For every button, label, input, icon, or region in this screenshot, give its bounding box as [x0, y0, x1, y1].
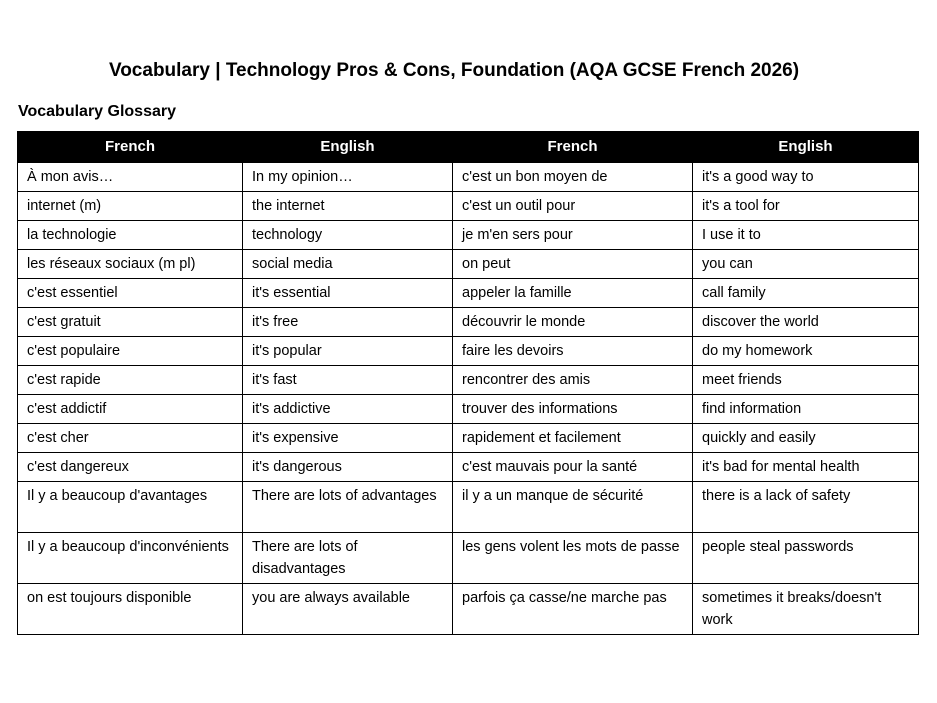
- table-cell: sometimes it breaks/doesn't work: [693, 584, 919, 635]
- table-row: [18, 453, 919, 482]
- table-cell: quickly and easily: [693, 424, 919, 453]
- table-cell: the internet: [243, 192, 453, 221]
- table-cell: c'est rapide: [18, 366, 243, 395]
- table-cell: c'est gratuit: [18, 308, 243, 337]
- table-cell: Il y a beaucoup d'inconvénients: [18, 533, 243, 584]
- table-cell: la technologie: [18, 221, 243, 250]
- table-row: [18, 279, 919, 308]
- table-cell: it's free: [243, 308, 453, 337]
- table-cell: do my homework: [693, 337, 919, 366]
- table-row: [18, 424, 919, 453]
- table-cell: social media: [243, 250, 453, 279]
- table-cell: There are lots of advantages: [243, 482, 453, 533]
- table-cell: À mon avis…: [18, 163, 243, 192]
- section-heading: Vocabulary Glossary: [18, 103, 176, 120]
- table-cell: it's addictive: [243, 395, 453, 424]
- header-french-1: French: [18, 132, 243, 163]
- table-cell: les réseaux sociaux (m pl): [18, 250, 243, 279]
- table-cell: find information: [693, 395, 919, 424]
- table-row: [18, 337, 919, 366]
- table-cell: je m'en sers pour: [453, 221, 693, 250]
- table-cell: it's expensive: [243, 424, 453, 453]
- table-cell: you are always available: [243, 584, 453, 635]
- table-cell: c'est cher: [18, 424, 243, 453]
- table-cell: c'est un outil pour: [453, 192, 693, 221]
- table-cell: c'est populaire: [18, 337, 243, 366]
- table-cell: découvrir le monde: [453, 308, 693, 337]
- table-cell: rencontrer des amis: [453, 366, 693, 395]
- table-header-row: [18, 132, 919, 163]
- table-row: [18, 395, 919, 424]
- table-row: [18, 250, 919, 279]
- table-row: [18, 584, 919, 635]
- table-cell: internet (m): [18, 192, 243, 221]
- table-cell: you can: [693, 250, 919, 279]
- table-cell: technology: [243, 221, 453, 250]
- table-cell: appeler la famille: [453, 279, 693, 308]
- table-cell: it's dangerous: [243, 453, 453, 482]
- table-cell: it's essential: [243, 279, 453, 308]
- vocabulary-table: [17, 131, 919, 635]
- header-english-2: English: [693, 132, 919, 163]
- table-cell: it's popular: [243, 337, 453, 366]
- table-row: [18, 366, 919, 395]
- table-cell: c'est essentiel: [18, 279, 243, 308]
- table-cell: trouver des informations: [453, 395, 693, 424]
- table-cell: I use it to: [693, 221, 919, 250]
- table-row: [18, 192, 919, 221]
- table-cell: discover the world: [693, 308, 919, 337]
- table-cell: on peut: [453, 250, 693, 279]
- table-cell: In my opinion…: [243, 163, 453, 192]
- table-cell: it's a good way to: [693, 163, 919, 192]
- table-cell: les gens volent les mots de passe: [453, 533, 693, 584]
- table-cell: There are lots of disadvantages: [243, 533, 453, 584]
- table-cell: c'est un bon moyen de: [453, 163, 693, 192]
- table-cell: parfois ça casse/ne marche pas: [453, 584, 693, 635]
- table-cell: there is a lack of safety: [693, 482, 919, 533]
- table-row: [18, 482, 919, 533]
- table-cell: rapidement et facilement: [453, 424, 693, 453]
- table-cell: faire les devoirs: [453, 337, 693, 366]
- table-row: [18, 533, 919, 584]
- table-cell: people steal passwords: [693, 533, 919, 584]
- table-cell: call family: [693, 279, 919, 308]
- header-english-1: English: [243, 132, 453, 163]
- table-cell: it's fast: [243, 366, 453, 395]
- header-french-2: French: [453, 132, 693, 163]
- page-title: Vocabulary | Technology Pros & Cons, Foundation (AQA GCSE French 2026): [108, 60, 800, 81]
- table-cell: c'est dangereux: [18, 453, 243, 482]
- table-row: [18, 163, 919, 192]
- table-cell: il y a un manque de sécurité: [453, 482, 693, 533]
- table-cell: meet friends: [693, 366, 919, 395]
- table-cell: Il y a beaucoup d'avantages: [18, 482, 243, 533]
- table-cell: it's a tool for: [693, 192, 919, 221]
- table-row: [18, 308, 919, 337]
- table-row: [18, 221, 919, 250]
- table-cell: on est toujours disponible: [18, 584, 243, 635]
- table-cell: it's bad for mental health: [693, 453, 919, 482]
- table-cell: c'est mauvais pour la santé: [453, 453, 693, 482]
- table-cell: c'est addictif: [18, 395, 243, 424]
